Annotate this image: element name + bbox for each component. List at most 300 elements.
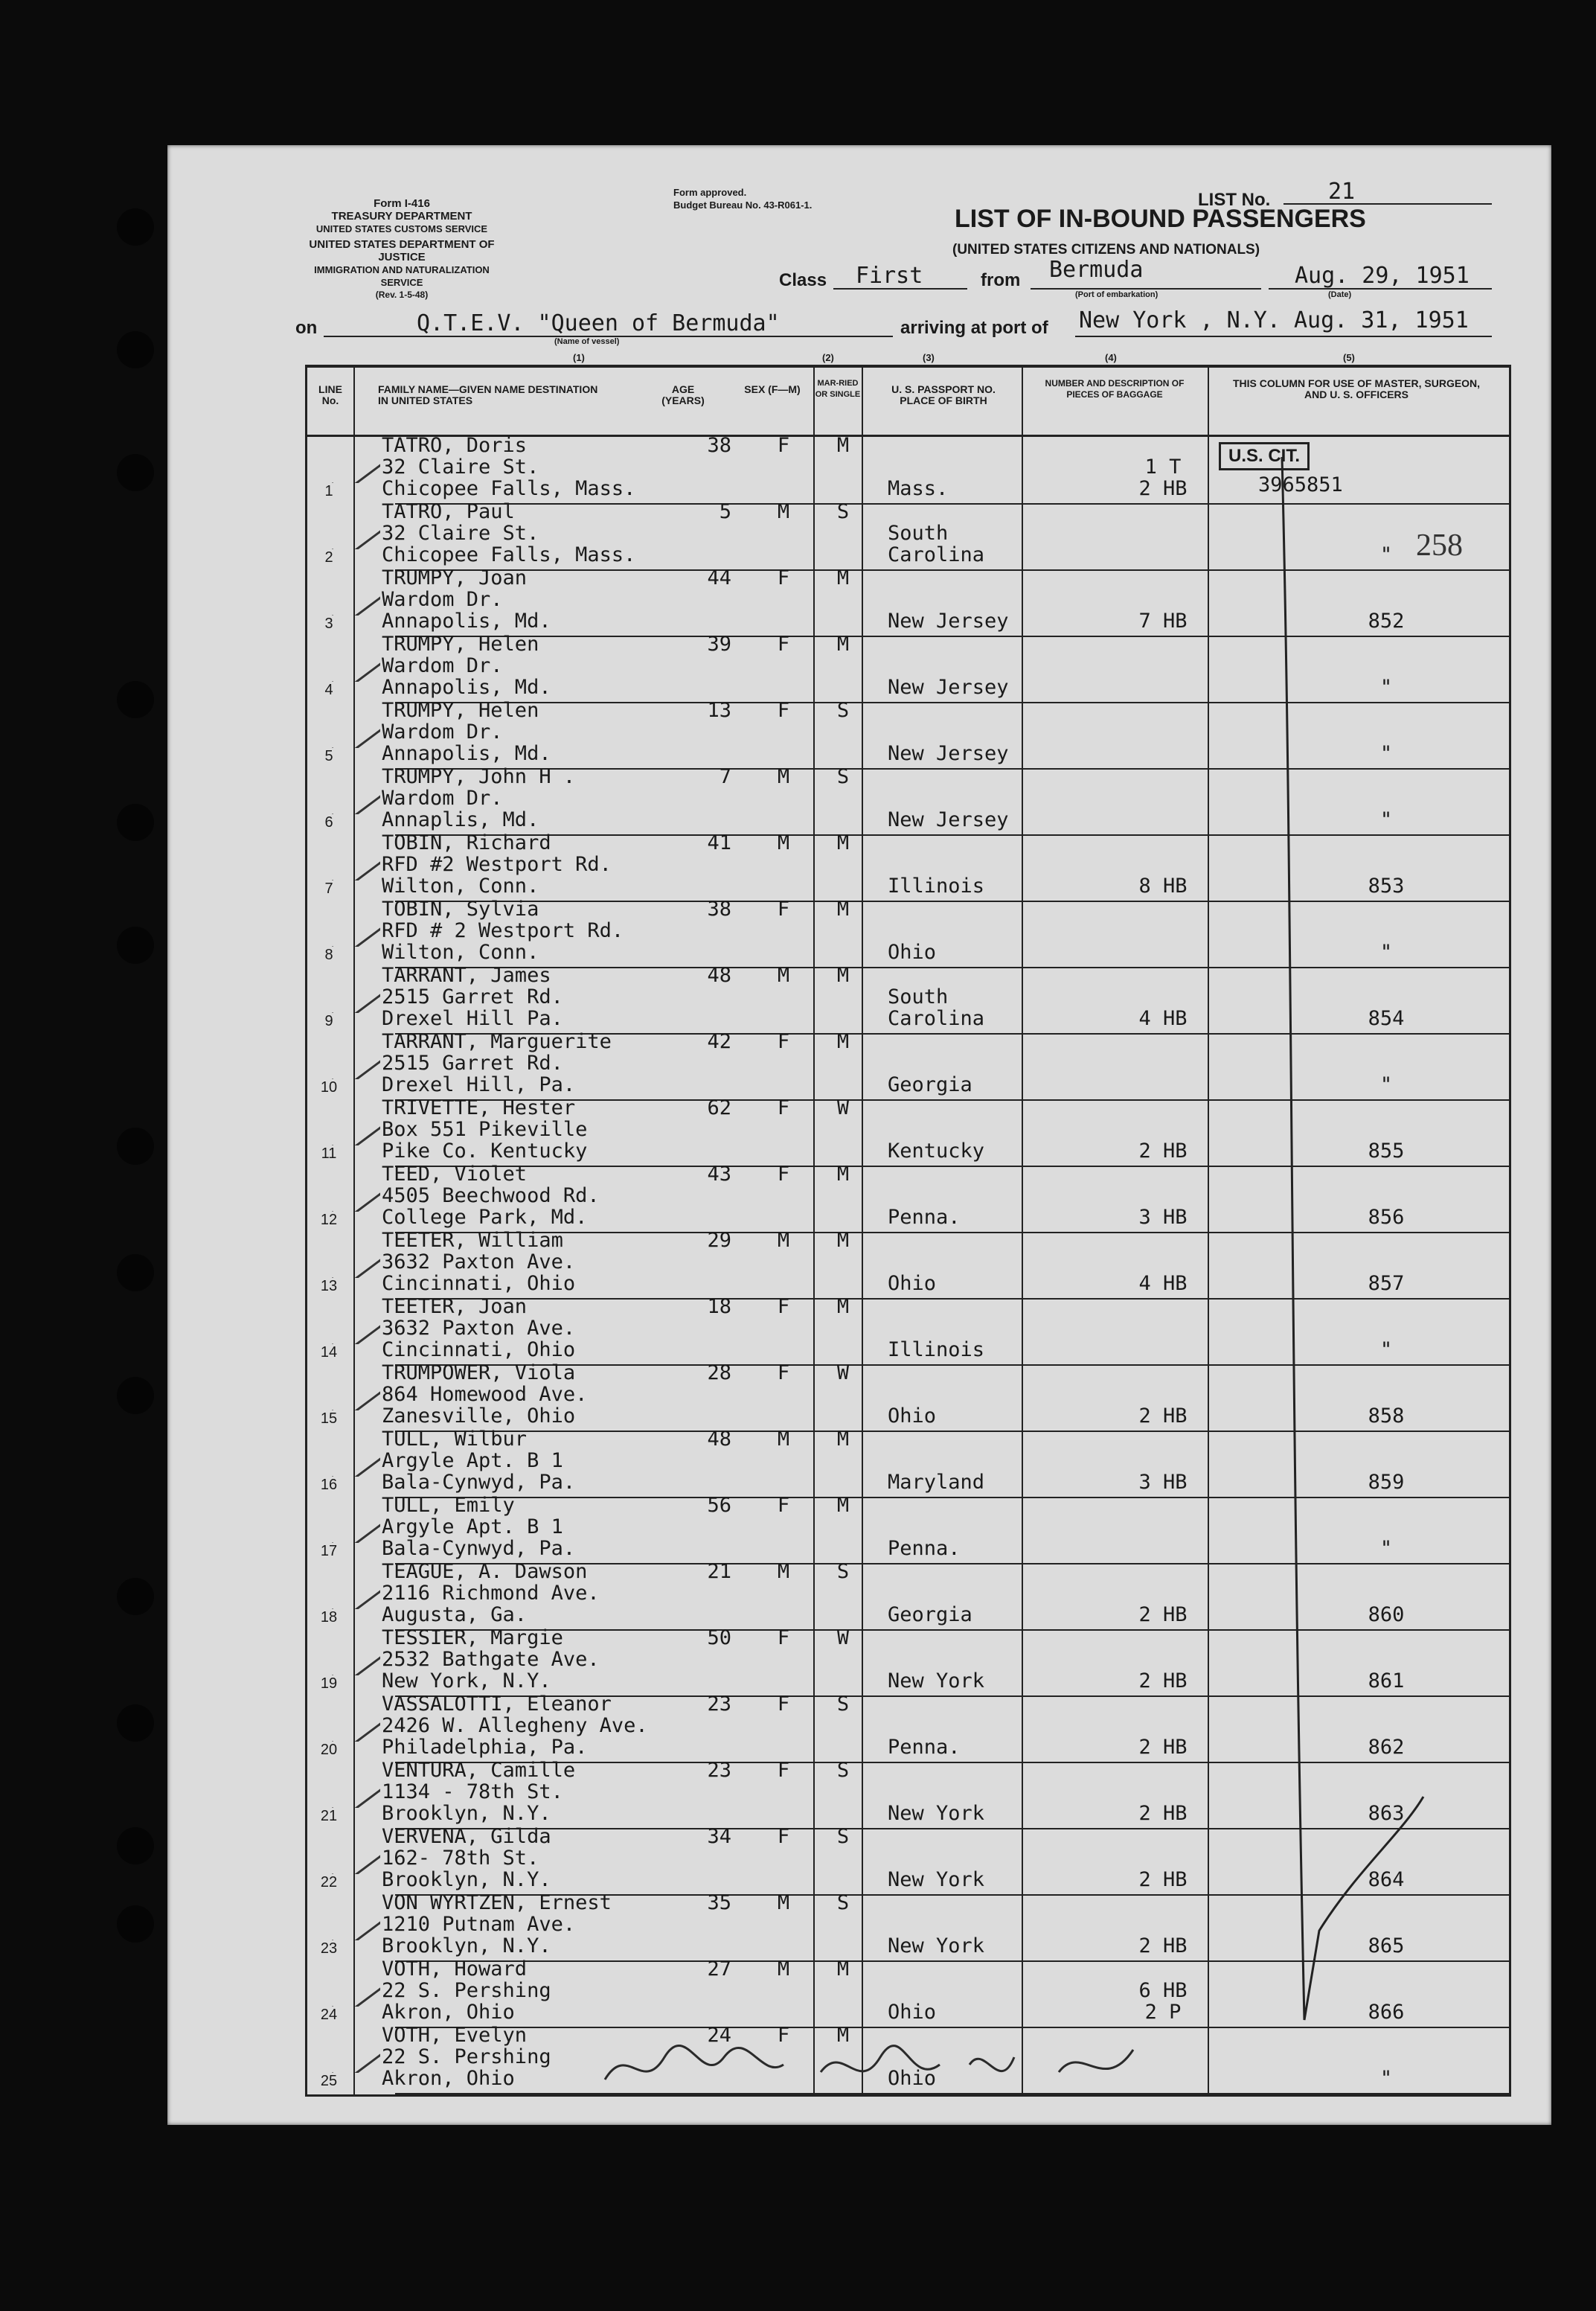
binder-hole (117, 804, 154, 841)
birthplace-line-2: Ohio (888, 2001, 937, 2024)
check-mark-icon (328, 784, 380, 814)
col-num-5: (5) (1343, 352, 1355, 363)
passenger-name: TARRANT, James (382, 964, 551, 987)
baggage-line-2: 3 HB (1138, 1206, 1188, 1229)
officer-number: 865 (1368, 1934, 1405, 1957)
line-number: 1 (324, 483, 333, 499)
col-passport-header: U. S. PASSPORT NO. PLACE OF BIRTH (891, 383, 996, 406)
sex-value: M (777, 1891, 790, 1914)
class-value: First (856, 263, 923, 289)
passenger-table (305, 365, 1511, 2112)
list-no-label: LIST No. (1198, 190, 1271, 210)
line-number: 22 (320, 1874, 338, 1890)
check-mark-icon (328, 1712, 380, 1742)
sex-value: F (777, 1030, 790, 1053)
age-value: 29 (707, 1229, 731, 1252)
baggage-line-2: 2 HB (1138, 1603, 1188, 1626)
officer-number: " (1379, 1073, 1393, 1096)
address-line-1: 2116 Richmond Ave. (382, 1582, 600, 1605)
officer-number: 863 (1368, 1802, 1405, 1825)
sex-value: M (777, 765, 790, 788)
sex-value: F (777, 1693, 790, 1716)
age-value: 13 (707, 699, 731, 722)
line-number: 10 (320, 1079, 338, 1096)
age-value: 48 (707, 1428, 731, 1451)
check-mark-icon (328, 1911, 380, 1940)
marital-status: M (836, 831, 850, 854)
agency-block (305, 197, 499, 301)
line-number: 21 (320, 1808, 338, 1824)
address-line-2: Bala-Cynwyd, Pa. (382, 1471, 576, 1494)
baggage-line-2: 2 P (1144, 2001, 1182, 2024)
baggage-line-1: 6 HB (1138, 1979, 1188, 2002)
officer-number: " (1379, 1537, 1393, 1560)
inspector-signature (597, 2027, 1163, 2109)
check-mark-icon (328, 1182, 380, 1212)
check-mark-icon (328, 1646, 380, 1675)
address-line-2: Chicopee Falls, Mass. (382, 477, 636, 500)
sex-value: M (777, 1229, 790, 1252)
birthplace-line-2: Ohio (888, 941, 937, 964)
address-line-1: 2532 Bathgate Ave. (382, 1648, 600, 1671)
dept-customs: UNITED STATES CUSTOMS SERVICE (315, 223, 488, 234)
birthplace-line-2: New Jersey (888, 610, 1009, 633)
birthplace-line-2: Penna. (888, 1736, 961, 1759)
officer-number: 858 (1368, 1404, 1405, 1428)
address-line-1: Wardom Dr. (382, 588, 503, 611)
address-line-2: Annapolis, Md. (382, 610, 551, 633)
check-mark-icon (328, 1579, 380, 1609)
check-mark-icon (328, 1116, 380, 1145)
binder-hole (117, 454, 154, 491)
marital-status: S (836, 1891, 850, 1914)
passenger-name: TOBIN, Richard (382, 831, 551, 854)
age-value: 27 (707, 1957, 731, 1981)
age-value: 7 (719, 765, 731, 788)
marital-status: M (836, 633, 850, 656)
line-number: 2 (324, 549, 333, 566)
address-line-2: Drexel Hill, Pa. (382, 1073, 576, 1096)
marital-status: M (836, 1030, 850, 1053)
binder-hole (117, 1254, 154, 1291)
on-label: on (295, 318, 318, 338)
address-line-1: 3632 Paxton Ave. (382, 1317, 576, 1340)
officer-number: 859 (1368, 1471, 1405, 1494)
line-number: 3 (324, 616, 333, 632)
sex-value: F (777, 633, 790, 656)
address-line-1: 1134 - 78th St. (382, 1780, 563, 1803)
officer-number: 852 (1368, 610, 1405, 633)
check-mark-icon (328, 586, 380, 616)
line-number: 17 (320, 1543, 338, 1559)
marital-status: S (836, 500, 850, 523)
age-value: 42 (707, 1030, 731, 1053)
line-number: 16 (320, 1477, 338, 1493)
birthplace-line-2: Carolina (888, 1007, 985, 1030)
age-value: 34 (707, 1825, 731, 1848)
arriving-underline (1075, 336, 1492, 337)
address-line-1: 864 Homewood Ave. (382, 1383, 588, 1406)
col-officers-header: THIS COLUMN FOR USE OF MASTER, SURGEON, AND U. S. OFFICERS (1232, 377, 1481, 400)
class-label: Class (779, 270, 827, 290)
birthplace-line-2: Carolina (888, 543, 985, 566)
sex-value: M (777, 964, 790, 987)
birthplace-line-2: New York (888, 1868, 985, 1891)
birthplace-line-2: New York (888, 1669, 985, 1693)
address-line-1: Argyle Apt. B 1 (382, 1449, 563, 1472)
col-num-4: (4) (1105, 352, 1117, 363)
officer-number: 855 (1368, 1139, 1405, 1163)
birthplace-line-2: Penna. (888, 1537, 961, 1560)
passenger-name: TRUMPY, Helen (382, 699, 539, 722)
baggage-line-1: 1 T (1144, 456, 1182, 479)
birthplace-line-2: New Jersey (888, 676, 1009, 699)
age-value: 39 (707, 633, 731, 656)
birthplace-line-1: South (888, 985, 949, 1009)
officer-number: " (1379, 676, 1393, 699)
address-line-2: Annapolis, Md. (382, 676, 551, 699)
baggage-line-2: 2 HB (1138, 1139, 1188, 1163)
marital-status: W (836, 1361, 850, 1384)
passenger-name: TEETER, William (382, 1229, 563, 1252)
marital-status: M (836, 1957, 850, 1981)
passenger-name: TATRO, Paul (382, 500, 515, 523)
sex-value: F (777, 1163, 790, 1186)
line-number: 7 (324, 880, 333, 897)
officer-number: " (1379, 742, 1393, 765)
col-sex-header: SEX (F—M) (744, 383, 801, 395)
address-line-1: RFD #2 Westport Rd. (382, 853, 612, 876)
passenger-name: VOTH, Evelyn (382, 2024, 528, 2047)
baggage-line-2: 8 HB (1138, 875, 1188, 898)
address-line-1: 1210 Putnam Ave. (382, 1913, 576, 1936)
binder-hole (117, 1128, 154, 1165)
birthplace-line-2: Ohio (888, 1272, 937, 1295)
address-line-1: 2426 W. Allegheny Ave. (382, 1714, 648, 1737)
marital-status: S (836, 1560, 850, 1583)
check-mark-icon (328, 1314, 380, 1344)
check-mark-icon (328, 520, 380, 549)
officer-number: 862 (1368, 1736, 1405, 1759)
address-line-2: Wilton, Conn. (382, 875, 539, 898)
line-number: 12 (320, 1212, 338, 1228)
marital-status: M (836, 1494, 850, 1517)
marital-status: M (836, 566, 850, 589)
binder-hole (117, 681, 154, 718)
address-line-1: 2515 Garret Rd. (382, 1052, 563, 1075)
birthplace-line-2: Illinois (888, 875, 985, 898)
passenger-name: VENTURA, Camille (382, 1759, 576, 1782)
sex-value: M (777, 1428, 790, 1451)
passenger-name: TARRANT, Marguerite (382, 1030, 612, 1053)
age-value: 21 (707, 1560, 731, 1583)
passenger-name: TULL, Wilbur (382, 1428, 528, 1451)
address-line-2: New York, N.Y. (382, 1669, 551, 1693)
birthplace-line-2: Georgia (888, 1073, 972, 1096)
sex-value: F (777, 1361, 790, 1384)
address-line-1: Wardom Dr. (382, 654, 503, 677)
address-line-1: RFD # 2 Westport Rd. (382, 919, 624, 942)
address-line-1: 4505 Beechwood Rd. (382, 1184, 600, 1207)
marital-status: W (836, 1626, 850, 1649)
passenger-name: TRUMPY, Helen (382, 633, 539, 656)
officer-number: " (1379, 1338, 1393, 1361)
passenger-name: VOTH, Howard (382, 1957, 528, 1981)
age-value: 38 (707, 898, 731, 921)
dept-justice: UNITED STATES DEPARTMENT OF JUSTICE (309, 238, 495, 263)
address-line-2: Annaplis, Md. (382, 808, 539, 831)
line-number: 20 (320, 1742, 338, 1758)
baggage-line-2: 2 HB (1138, 1669, 1188, 1693)
officer-number: " (1379, 808, 1393, 831)
address-line-2: Brooklyn, N.Y. (382, 1868, 551, 1891)
address-line-1: 3632 Paxton Ave. (382, 1250, 576, 1273)
vessel-caption: (Name of vessel) (554, 337, 620, 346)
col-line-header: LINE No. (318, 383, 342, 406)
address-line-2: Philadelphia, Pa. (382, 1736, 588, 1759)
baggage-line-2: 2 HB (1138, 1802, 1188, 1825)
marital-status: W (836, 1096, 850, 1119)
check-mark-icon (328, 1049, 380, 1079)
age-value: 35 (707, 1891, 731, 1914)
page-title: LIST OF IN-BOUND PASSENGERS (955, 205, 1366, 233)
age-value: 41 (707, 831, 731, 854)
address-line-2: Bala-Cynwyd, Pa. (382, 1537, 576, 1560)
officer-number: " (1379, 2067, 1393, 2090)
line-number: 24 (320, 2007, 338, 2023)
address-line-2: Akron, Ohio (382, 2001, 515, 2024)
form-number: Form I-416 (374, 197, 430, 210)
line-number: 14 (320, 1344, 338, 1361)
marital-status: S (836, 1759, 850, 1782)
binder-hole (117, 331, 154, 368)
officer-number: 861 (1368, 1669, 1405, 1693)
baggage-line-2: 2 HB (1138, 477, 1188, 500)
officer-number: 860 (1368, 1603, 1405, 1626)
marital-status: M (836, 964, 850, 987)
check-mark-icon (328, 1447, 380, 1477)
col-name-header: FAMILY NAME—GIVEN NAME DESTINATION IN UNITED STATES (378, 383, 598, 406)
age-value: 56 (707, 1494, 731, 1517)
officer-number: " (1379, 941, 1393, 964)
passenger-name: TRUMPOWER, Viola (382, 1361, 576, 1384)
address-line-2: Drexel Hill Pa. (382, 1007, 563, 1030)
binder-hole (117, 1704, 154, 1742)
address-line-2: Cincinnati, Ohio (382, 1338, 576, 1361)
marital-status: M (836, 898, 850, 921)
check-mark-icon (328, 983, 380, 1013)
check-mark-icon (328, 1248, 380, 1278)
birthplace-line-2: New York (888, 1802, 985, 1825)
check-mark-icon (328, 1844, 380, 1874)
list-no-value: 21 (1328, 179, 1356, 205)
address-line-1: 162- 78th St. (382, 1847, 539, 1870)
birthplace-line-2: Maryland (888, 1471, 985, 1494)
approval-block (673, 186, 812, 211)
baggage-line-2: 4 HB (1138, 1007, 1188, 1030)
margin-note: 258 (1416, 528, 1463, 563)
binder-hole (117, 1377, 154, 1414)
officer-check-stroke (1237, 457, 1475, 2035)
from-value: Bermuda (1049, 257, 1144, 283)
signature-text: Insp Surg 8 30 AM (605, 2102, 696, 2112)
passenger-name: TRUMPY, John H . (382, 765, 576, 788)
manifest-page (167, 145, 1551, 2125)
budget-bureau: Budget Bureau No. 43-R061-1. (673, 199, 813, 211)
arriving-value: New York , N.Y. Aug. 31, 1951 (1079, 307, 1469, 333)
col-age-header: AGE (YEARS) (661, 383, 705, 406)
arriving-label: arriving at port of (900, 318, 1048, 338)
check-mark-icon (328, 851, 380, 880)
line-number: 23 (320, 1940, 338, 1957)
binder-hole (117, 927, 154, 964)
passenger-name: TRIVETTE, Hester (382, 1096, 576, 1119)
check-mark-icon (328, 1778, 380, 1808)
line-number: 15 (320, 1410, 338, 1427)
sex-value: F (777, 2024, 790, 2047)
date-caption: (Date) (1328, 290, 1352, 299)
check-mark-icon (328, 652, 380, 682)
check-mark-icon (328, 2043, 380, 2073)
officer-number: 857 (1368, 1272, 1405, 1295)
address-line-1: Box 551 Pikeville (382, 1118, 588, 1141)
passenger-name: TEED, Violet (382, 1163, 528, 1186)
marital-status: S (836, 1693, 850, 1716)
line-number: 13 (320, 1278, 338, 1294)
birthplace-line-2: Kentucky (888, 1139, 985, 1163)
address-line-1: 32 Claire St. (382, 522, 539, 545)
marital-status: M (836, 434, 850, 457)
address-line-2: College Park, Md. (382, 1206, 588, 1229)
age-value: 28 (707, 1361, 731, 1384)
address-line-1: Wardom Dr. (382, 787, 503, 810)
sex-value: M (777, 1957, 790, 1981)
baggage-line-2: 7 HB (1138, 610, 1188, 633)
marital-status: M (836, 2024, 850, 2047)
address-line-2: Cincinnati, Ohio (382, 1272, 576, 1295)
line-number: 4 (324, 682, 333, 698)
sex-value: F (777, 1295, 790, 1318)
line-number: 19 (320, 1675, 338, 1692)
sex-value: F (777, 1626, 790, 1649)
baggage-line-2: 2 HB (1138, 1934, 1188, 1957)
sex-value: M (777, 500, 790, 523)
birthplace-line-2: Illinois (888, 1338, 985, 1361)
check-mark-icon (328, 453, 380, 483)
sex-value: F (777, 1825, 790, 1848)
age-value: 50 (707, 1626, 731, 1649)
line-number: 11 (321, 1145, 337, 1162)
marital-status: S (836, 765, 850, 788)
passenger-name: TATRO, Doris (382, 434, 528, 457)
passenger-name: TEAGUE, A. Dawson (382, 1560, 588, 1583)
age-value: 62 (707, 1096, 731, 1119)
col-num-3: (3) (923, 352, 935, 363)
passenger-name: TEETER, Joan (382, 1295, 528, 1318)
address-line-2: Brooklyn, N.Y. (382, 1934, 551, 1957)
marital-status: M (836, 1295, 850, 1318)
age-value: 18 (707, 1295, 731, 1318)
port-embark-caption: (Port of embarkation) (1075, 290, 1158, 299)
line-number: 8 (324, 947, 333, 963)
address-line-1: 2515 Garret Rd. (382, 985, 563, 1009)
address-line-1: Wardom Dr. (382, 720, 503, 744)
address-line-2: Zanesville, Ohio (382, 1404, 576, 1428)
line-number: 5 (324, 748, 333, 764)
stamp-number: 3965851 (1258, 473, 1343, 496)
age-value: 48 (707, 964, 731, 987)
form-revision: (Rev. 1-5-48) (375, 290, 429, 300)
passenger-name: TESSIER, Margie (382, 1626, 563, 1649)
birthplace-line-1: South (888, 522, 949, 545)
marital-status: S (836, 699, 850, 722)
col-num-1: (1) (573, 352, 585, 363)
address-line-1: 32 Claire St. (382, 456, 539, 479)
binder-hole (117, 1827, 154, 1864)
line-number: 18 (320, 1609, 338, 1626)
address-line-1: 22 S. Pershing (382, 2045, 551, 2068)
officer-number: 854 (1368, 1007, 1405, 1030)
form-approved: Form approved. (673, 187, 747, 198)
line-number: 6 (324, 814, 333, 831)
sex-value: F (777, 898, 790, 921)
passenger-name: VASSALOTTI, Eleanor (382, 1693, 612, 1716)
line-number: 9 (324, 1013, 333, 1029)
binder-hole (117, 208, 154, 246)
col-married-header: MAR-RIED OR SINGLE (815, 379, 861, 399)
col-num-2: (2) (822, 352, 834, 363)
age-value: 43 (707, 1163, 731, 1186)
sex-value: M (777, 1560, 790, 1583)
address-line-2: Brooklyn, N.Y. (382, 1802, 551, 1825)
age-value: 38 (707, 434, 731, 457)
baggage-line-2: 4 HB (1138, 1272, 1188, 1295)
officer-number: " (1379, 543, 1393, 566)
baggage-line-2: 2 HB (1138, 1404, 1188, 1428)
sex-value: F (777, 566, 790, 589)
age-value: 5 (719, 500, 731, 523)
sex-value: F (777, 1096, 790, 1119)
birthplace-line-2: Ohio (888, 2067, 937, 2090)
col-baggage-header: NUMBER AND DESCRIPTION OF PIECES OF BAGGAGE (1045, 378, 1185, 400)
birthplace-line-2: New Jersey (888, 808, 1009, 831)
address-line-2: Pike Co. Kentucky (382, 1139, 588, 1163)
marital-status: M (836, 1428, 850, 1451)
depart-date: Aug. 29, 1951 (1295, 263, 1470, 289)
line-number: 25 (320, 2073, 338, 2089)
marital-status: S (836, 1825, 850, 1848)
address-line-1: Argyle Apt. B 1 (382, 1515, 563, 1538)
check-mark-icon (328, 1381, 380, 1410)
officer-number: 856 (1368, 1206, 1405, 1229)
baggage-line-2: 2 HB (1138, 1868, 1188, 1891)
check-mark-icon (328, 1977, 380, 2007)
baggage-line-2: 3 HB (1138, 1471, 1188, 1494)
birthplace-line-2: New York (888, 1934, 985, 1957)
address-line-2: Akron, Ohio (382, 2067, 515, 2090)
age-value: 24 (707, 2024, 731, 2047)
birthplace-line-2: Mass. (888, 477, 949, 500)
sex-value: F (777, 1759, 790, 1782)
check-mark-icon (328, 1513, 380, 1543)
age-value: 23 (707, 1759, 731, 1782)
birthplace-line-2: Penna. (888, 1206, 961, 1229)
address-line-2: Augusta, Ga. (382, 1603, 528, 1626)
address-line-2: Annapolis, Md. (382, 742, 551, 765)
age-value: 23 (707, 1693, 731, 1716)
from-label: from (981, 270, 1021, 290)
binder-hole (117, 1905, 154, 1943)
